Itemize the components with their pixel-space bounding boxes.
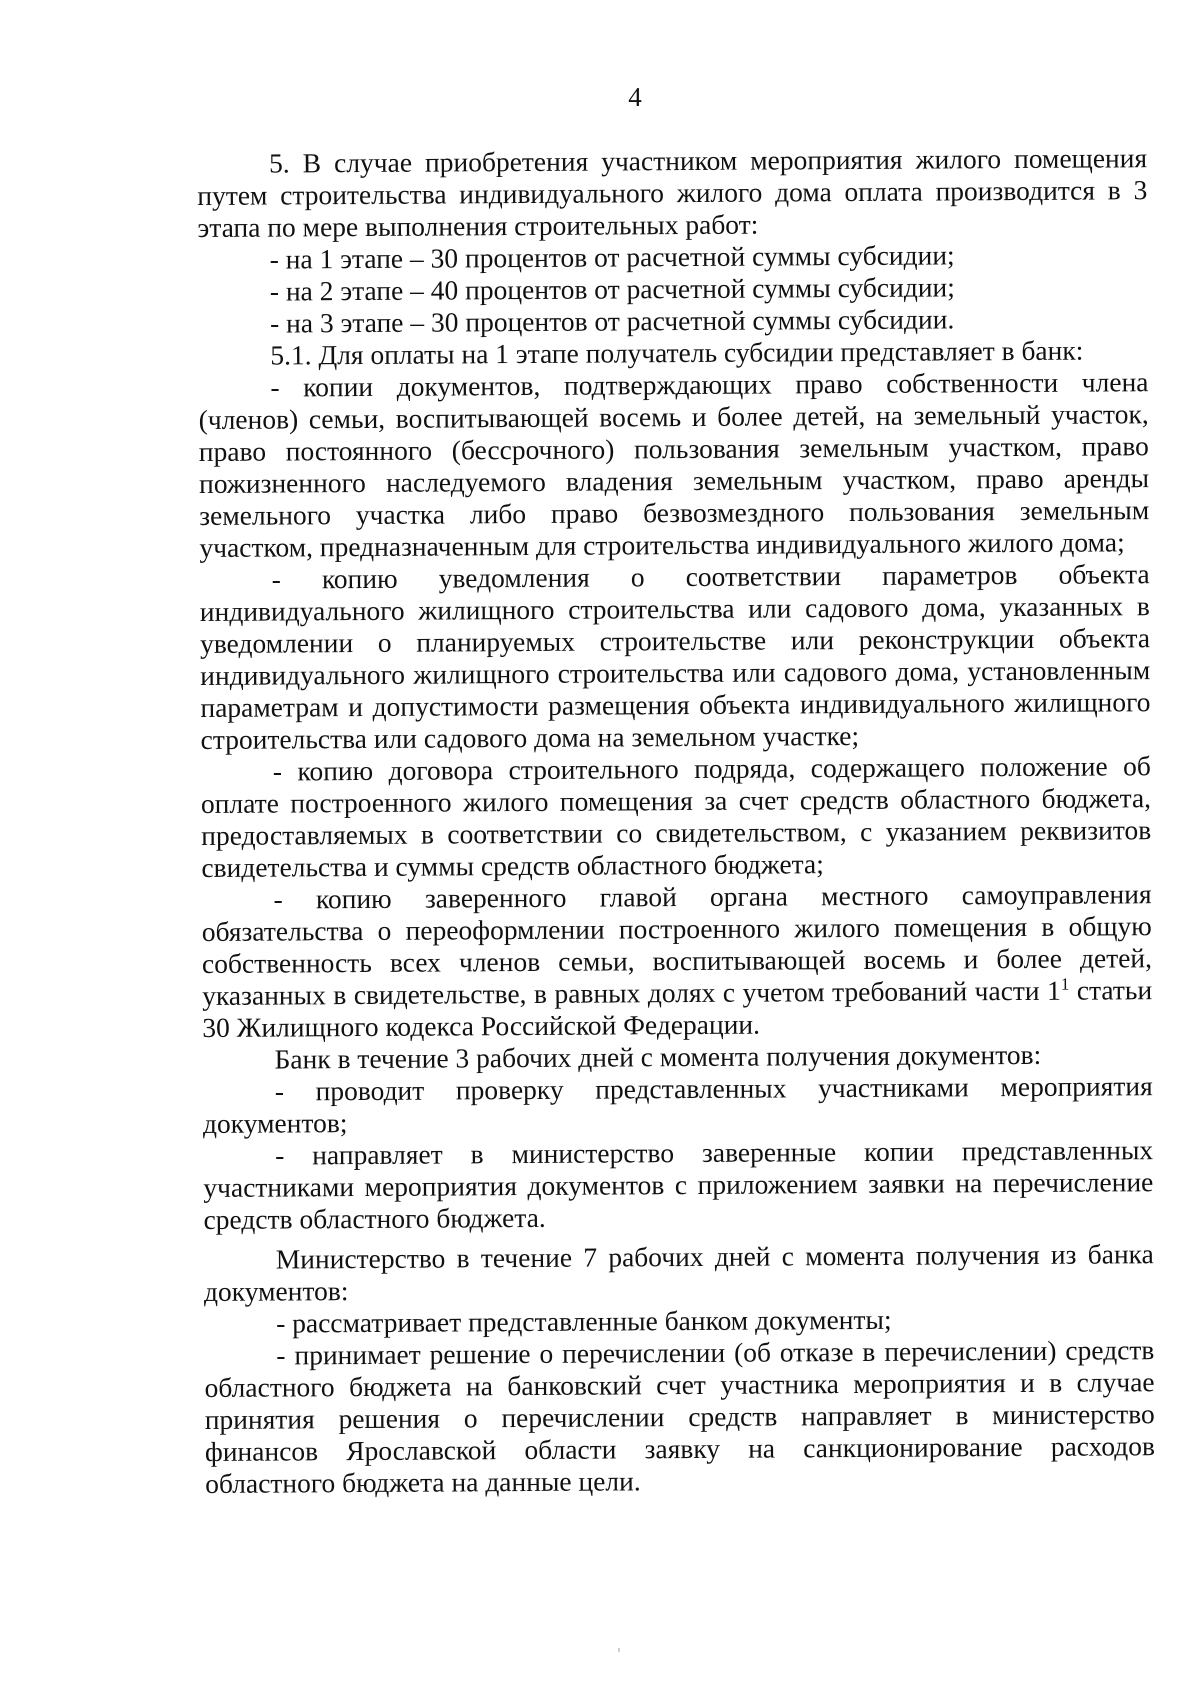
list-item-bank-check: - проводит проверку представленных участниками мероприятия документов; [202, 1070, 1153, 1139]
list-item-notification-copy: - копию уведомления о соответствии параметров объекта индивидуального жилищного строительства или садового дома, указанных в уведомлении о планируемых строительстве или реконструкции объекта индивидуального жилищного строительства или садового дома, установленным параметрам и допустимости размещения объекта индивидуального жилищного строительства или садового дома на земельном участке; [199, 558, 1151, 755]
document-body [197, 142, 1155, 1500]
paragraph-5-1: 5.1. Для оплаты на 1 этапе получатель субсидии представляет в банк: [270, 334, 1084, 371]
list-item-bank-send: - направляет в министерство заверенные копии представленных участниками мероприятия документов с приложением заявки на перечисление средств областного бюджета. [203, 1134, 1154, 1235]
paragraph-bank: Банк в течение 3 рабочих дней с момента получения документов: [274, 1038, 1042, 1075]
list-item-ministry-decision: - принимает решение о перечислении (об отказе в перечислении) средств областного бюджета на банковский счет участника мероприятия и в случае принятия решения о перечислении средств направляет в министерство финансов Ярославской области заявку на санкционирование расходов областного бюджета на данные цели. [204, 1334, 1156, 1499]
list-item-obligation-copy [201, 878, 1152, 1044]
obligation-text: - копию заверенного главой органа местного самоуправления обязательства о переоформлении построенного жилого помещения в общую собственность всех членов семьи, воспитывающей восемь и более детей, указанных в свидетельстве, в равных долях с учетом требований части 1 [201, 878, 1153, 1011]
scan-artifact [618, 1648, 620, 1652]
list-item-stage-1: - на 1 этапе – 30 процентов от расчетной суммы субсидии; [269, 239, 955, 275]
list-item-stage-2: - на 2 этапе – 40 процентов от расчетной суммы субсидии; [269, 271, 955, 307]
page-number: 4 [628, 82, 642, 112]
paragraph-5: 5. В случае приобретения участником мероприятия жилого помещения путем строительства индивидуального жилого дома оплата производится в 3 этапа по мере выполнения строительных работ: [197, 142, 1148, 243]
paragraph-ministry: Министерство в течение 7 рабочих дней с момента получения из банка документов: [203, 1238, 1154, 1307]
list-item-stage-3: - на 3 этапе – 30 процентов от расчетной суммы субсидии. [269, 303, 955, 339]
list-item-ministry-review: - рассматривает представленные банком документы; [276, 1303, 892, 1339]
list-item-contract-copy: - копию договора строительного подряда, содержащего положение об оплате построенного жилого помещения за счет средств областного бюджета, предоставляемых в соответствии со свидетельством, с указанием реквизитов свидетельства и суммы средств областного бюджета; [200, 750, 1152, 883]
obligation-text-end: статьи 30 Жилищного кодекса Российской Федерации. [202, 974, 1153, 1043]
list-item-land-documents: - копии документов, подтверждающих право собственности члена (членов) семьи, воспитывающей восемь и более детей, на земельный участок, право постоянного (бессрочного) пользования земельным участком, право пожизненного наследуемого владения земельным участком, право аренды земельного участка либо право безвозмездного пользования земельным участком, предназначенным для строительства индивидуального жилого дома; [198, 366, 1150, 563]
superscript: 1 [1060, 974, 1070, 994]
